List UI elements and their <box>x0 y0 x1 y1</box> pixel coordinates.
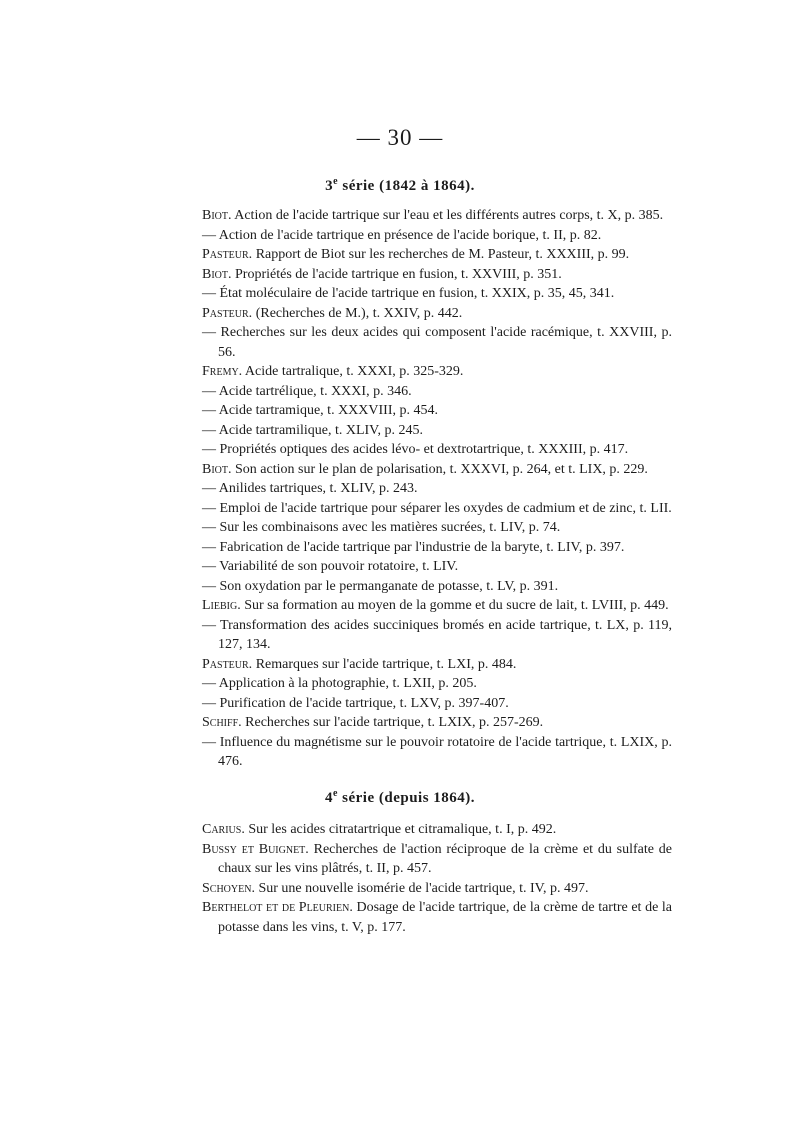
entry-text: — Purification de l'acide tartrique, t. LXV, p. 397-407. <box>202 695 509 711</box>
heading-number: 4 <box>324 790 333 806</box>
bibliography-entry <box>202 879 672 899</box>
entry-text: Acide tartralique, t. XXXI, p. 325-329. <box>242 364 464 379</box>
heading-superscript: e <box>333 176 339 187</box>
entry-text: — Recherches sur les deux acides qui composent l'acide racémique, t. XXVIII, p. 56. <box>202 325 672 360</box>
entry-author: Carius. <box>202 822 245 837</box>
entry-text: Rapport de Biot sur les recherches de M. Pasteur, t. XXXIII, p. 99. <box>252 247 630 262</box>
section-4-entries <box>202 820 672 937</box>
bibliography-entry <box>202 206 672 226</box>
bibliography-entry <box>202 401 672 421</box>
entry-text: Action de l'acide tartrique sur l'eau et les différents autres corps, t. X, p. 385. <box>231 208 664 223</box>
bibliography-entry <box>202 226 672 246</box>
page-number: — 30 — <box>356 125 444 150</box>
bibliography-entry <box>202 538 672 558</box>
entry-author: Biot. <box>202 461 232 477</box>
entry-text: (Recherches de M.), t. XXIV, p. 442. <box>252 305 463 321</box>
bibliography-entry <box>202 655 672 675</box>
bibliography-entry <box>202 421 672 441</box>
entry-author: Biot. <box>202 208 232 223</box>
bibliography-entry <box>202 820 672 840</box>
entry-author: Pasteur. <box>202 305 253 321</box>
entry-text: — Variabilité de son pouvoir rotatoire, t. LIV. <box>202 559 459 574</box>
bibliography-entry <box>202 596 672 616</box>
entry-text: — Acide tartrélique, t. XXXI, p. 346. <box>202 383 412 399</box>
bibliography-entry <box>202 898 672 937</box>
entry-text: — Action de l'acide tartrique en présence de l'acide borique, t. II, p. 82. <box>202 227 602 243</box>
entry-text: Propriétés de l'acide tartrique en fusion, t. XXVIII, p. 351. <box>231 266 562 282</box>
entry-text: — Propriétés optiques des acides lévo- et dextrotartrique, t. XXXIII, p. 417. <box>202 442 629 457</box>
entry-text: — Acide tartramilique, t. XLIV, p. 245. <box>202 422 423 438</box>
section-heading-3 <box>0 176 800 195</box>
bibliography-entry <box>202 440 672 460</box>
bibliography-entry <box>202 362 672 382</box>
entry-text: Recherches de l'action réciproque de la crème et du sulfate de chaux sur les vins plâtrés, t. II, p. 457. <box>218 841 673 876</box>
bibliography-entry <box>202 518 672 538</box>
entry-text: — Acide tartramique, t. XXXVIII, p. 454. <box>202 403 438 418</box>
entry-text: Sur sa formation au moyen de la gomme et du sucre de lait, t. LVIII, p. 449. <box>240 598 669 613</box>
bibliography-entry <box>202 304 672 324</box>
bibliography-entry <box>202 382 672 402</box>
entry-text: — Application à la photographie, t. LXII, p. 205. <box>202 676 477 691</box>
entry-text: Remarques sur l'acide tartrique, t. LXI, p. 484. <box>252 656 517 672</box>
bibliography-entry <box>202 265 672 285</box>
entry-text: — Fabrication de l'acide tartrique par l'industrie de la baryte, t. LIV, p. 397. <box>202 539 625 555</box>
entry-author: Schiff. <box>202 715 242 730</box>
entry-author: Bussy et Buignet. <box>202 841 309 857</box>
bibliography-entry <box>202 323 672 362</box>
entry-author: Schoyen. <box>202 880 255 896</box>
bibliography-entry <box>202 557 672 577</box>
entry-text: — Anilides tartriques, t. XLIV, p. 243. <box>202 481 418 496</box>
bibliography-entry <box>202 577 672 597</box>
entry-author: Fremy. <box>202 364 243 379</box>
entry-author: Berthelot et de Pleurien. <box>202 900 353 915</box>
bibliography-entry <box>202 694 672 714</box>
entry-author: Pasteur. <box>202 247 253 262</box>
entry-text: Sur une nouvelle isomérie de l'acide tartrique, t. IV, p. 497. <box>254 880 589 896</box>
entry-author: Liebig. <box>202 598 241 613</box>
entry-author: Biot. <box>202 266 232 282</box>
entry-text: — Emploi de l'acide tartrique pour séparer les oxydes de cadmium et de zinc, t. LII. <box>202 500 672 516</box>
bibliography-entry <box>202 840 672 879</box>
heading-superscript: e <box>332 788 338 799</box>
bibliography-entry <box>202 616 672 655</box>
entry-text: — Son oxydation par le permanganate de potasse, t. LV, p. 391. <box>202 578 559 594</box>
entry-text: — État moléculaire de l'acide tartrique en fusion, t. XXIX, p. 35, 45, 341. <box>202 286 615 301</box>
bibliography-entry <box>202 245 672 265</box>
entry-text: Dosage de l'acide tartrique, de la crème de tartre et de la potasse dans les vins, t. V, p. 177. <box>218 900 673 935</box>
bibliography-entry <box>202 499 672 519</box>
heading-number: 3 <box>325 178 334 194</box>
bibliography-entry <box>202 479 672 499</box>
heading-text: série (depuis 1864). <box>337 790 476 806</box>
bibliography-entry <box>202 674 672 694</box>
entry-author: Pasteur. <box>202 656 253 672</box>
bibliography-entry <box>202 733 672 772</box>
entry-text: Sur les acides citratartrique et citramalique, t. I, p. 492. <box>244 822 557 837</box>
entry-text: — Influence du magnétisme sur le pouvoir rotatoire de l'acide tartrique, t. LXIX, p. 476. <box>202 734 672 769</box>
entry-text: Son action sur le plan de polarisation, t. XXXVI, p. 264, et t. LIX, p. 229. <box>231 461 648 477</box>
bibliography-entry <box>202 713 672 733</box>
bibliography-entry <box>202 460 672 480</box>
entry-text: Recherches sur l'acide tartrique, t. LXIX, p. 257-269. <box>241 715 544 730</box>
heading-text: série (1842 à 1864). <box>338 178 475 194</box>
section-3-entries <box>202 206 672 772</box>
entry-text: — Transformation des acides succiniques bromés en acide tartrique, t. LX, p. 119, 127, 134. <box>202 617 672 652</box>
section-heading-4 <box>0 788 800 807</box>
bibliography-entry <box>202 284 672 304</box>
entry-text: — Sur les combinaisons avec les matières sucrées, t. LIV, p. 74. <box>202 520 561 535</box>
